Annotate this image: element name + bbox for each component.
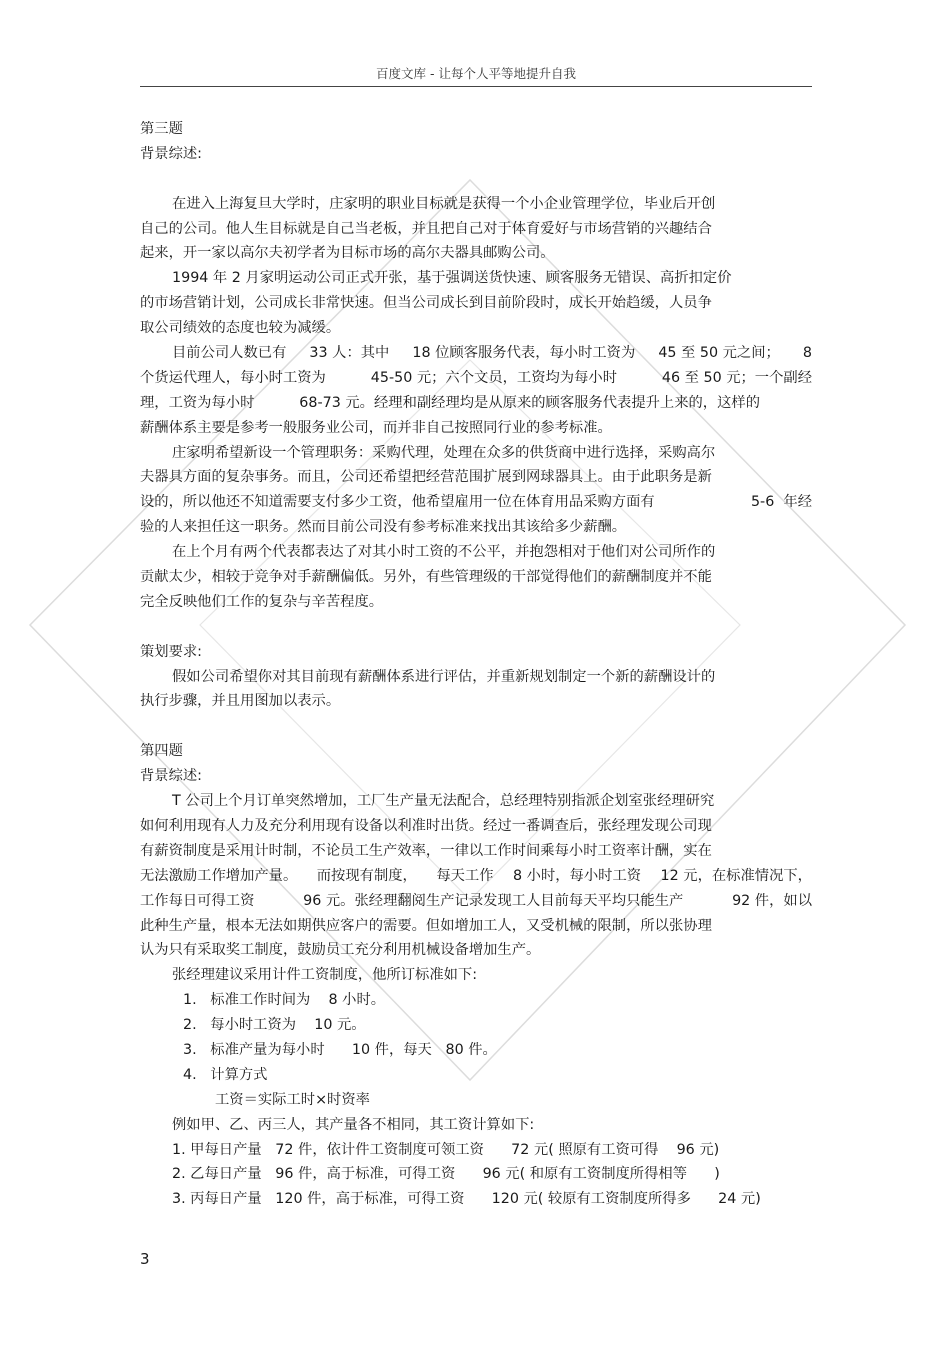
example-line: 3. 丙每日产量 120 件，高于标准，可得工资 120 元( 较原有工资制度所得多 24 元) [172,1191,761,1208]
paragraph-line [140,341,812,366]
paragraph-line: 夫器具方面的复杂事务。而且，公司还希望把经营范围扩展到网球器具上。由于此职务是新 [140,469,712,486]
paragraph-line: 的市场营销计划，公司成长非常快速。但当公司成长到目前阶段时，成长开始趋缓，人员争 [140,295,712,312]
spacer [140,714,812,739]
text-segment: 45-50 元；六个文员，工资均为每小时 [370,369,617,386]
text-segment: 设的，所以他还不知道需要支付多少工资，他希望雇用一位在体育用品采购方面有 [140,494,655,511]
example-line: 1. 甲每日产量 72 件，依计件工资制度可领工资 72 元( 照原有工资可得 96 元) [172,1141,720,1158]
text-segment: 个货运代理人，每小时工资为 [140,369,326,386]
q3-title: 第三题 [140,121,183,137]
list-item: 3. 标准产量为每小时 10 件，每天 80 件。 [183,1041,497,1058]
list-item: 1. 标准工作时间为 8 小时。 [183,992,386,1009]
q4-title: 第四题 [140,743,183,760]
text-segment: 68-73 元。经理和副经理均是从原来的顾客服务代表提升上来的，这样的 [299,394,760,411]
paragraph-line: 有薪资制度是采用计时制，不论员工生产效率，一律以工作时间乘每小时工资率计酬，实在 [140,842,712,859]
text-segment: 每天工作 [436,867,494,884]
paragraph-line: 在上个月有两个代表都表达了对其小时工资的不公平，并抱怨相对于他们对公司所作的 [172,544,716,561]
q4-background-label: 背景综述: [140,768,203,785]
text-segment: 8 [802,345,812,362]
paragraph-line: 庄家明希望新设一个管理职务：采购代理，处理在众多的供货商中进行选择，采购高尔 [172,444,716,461]
paragraph-line: 认为只有采取奖工制度，鼓励员工充分利用机械设备增加生产。 [140,942,541,959]
paragraph-line: 自己的公司。他人生目标就是自己当老板，并且把自己对于体育爱好与市场营销的兴趣结合 [140,220,712,237]
text-segment: 5-6 年经 [750,494,812,511]
list-item: 2. 每小时工资为 10 元。 [183,1017,366,1034]
text-segment: 45 至 50 元之间； [658,345,780,362]
q3-requirement-label: 策划要求: [140,643,203,660]
text-segment: 8 小时，每小时工资 [513,867,642,884]
paragraph-line: 例如甲、乙、丙三人，其产量各不相同，其工资计算如下: [172,1116,535,1133]
text-segment: 无法激励工作增加产量。 [140,867,298,884]
paragraph-line: 执行步骤，并且用图加以表示。 [140,693,341,710]
text-segment: 理，工资为每小时 [140,394,255,411]
paragraph-line [140,366,812,391]
q3-background-label: 背景综述: [140,145,203,162]
paragraph-line: T 公司上个月订单突然增加，工厂生产量无法配合，总经理特别指派企划室张经理研究 [172,793,715,810]
text-segment: 46 至 50 元；一个副经 [661,369,812,386]
list-item: 4. 计算方式 [183,1066,268,1083]
paragraph-line: 此种生产量，根本无法如期供应客户的需要。但如增加工人，又受机械的限制，所以张协理 [140,917,712,934]
paragraph-line: 薪酬体系主要是参考一般服务业公司，而并非自己按照同行业的参考标准。 [140,419,612,436]
text-segment: 33 人：其中 [309,345,390,362]
paragraph-line [140,889,812,914]
page-number: 3 [140,1250,150,1268]
text-segment: 工作每日可得工资 [140,892,255,909]
paragraph-line: 张经理建议采用计件工资制度，他所订标准如下: [172,967,478,984]
paragraph-line: 如何利用现有人力及充分利用现有设备以利准时出货。经过一番调查后，张经理发现公司现 [140,817,712,834]
spacer [140,615,812,640]
text-segment: 96 元。张经理翻阅生产记录发现工人目前每天平均只能生产 [303,892,684,909]
paragraph-line: 起来，开一家以高尔夫初学者为目标市场的高尔夫器具邮购公司。 [140,245,555,262]
document-body [140,117,812,1212]
text-segment: 而按现有制度， [316,867,417,884]
text-segment: 18 位顾客服务代表，每小时工资为 [412,345,636,362]
paragraph-line: 在进入上海复旦大学时，庄家明的职业目标就是获得一个小企业管理学位，毕业后开创 [172,195,716,212]
paragraph-line: 假如公司希望你对其目前现有薪酬体系进行评估，并重新规划制定一个新的薪酬设计的 [172,668,716,685]
header-text: 百度文库 - 让每个人平等地提升自我 [376,66,576,81]
paragraph-line: 验的人来担任这一职务。然而目前公司没有参考标准来找出其该给多少薪酬。 [140,519,627,536]
paragraph-line [140,490,812,515]
paragraph-line: 1994 年 2 月家明运动公司正式开张，基于强调送货快速、顾客服务无错误、高折扣定价 [172,270,732,287]
page-header [140,64,812,87]
paragraph-line: 完全反映他们工作的复杂与辛苦程度。 [140,593,384,610]
text-segment: 12 元，在标准情况下， [660,867,812,884]
paragraph-line [140,391,760,416]
paragraph-line: 贡献太少，相较于竞争对手薪酬偏低。另外，有些管理级的干部觉得他们的薪酬制度并不能 [140,569,712,586]
example-line: 2. 乙每日产量 96 件，高于标准，可得工资 96 元( 和原有工资制度所得相等 ) [172,1166,720,1183]
spacer [140,167,812,192]
text-segment: 92 件，如以 [732,892,812,909]
formula: 工资＝实际工时×时资率 [215,1091,370,1108]
paragraph-line: 取公司绩效的态度也较为减缓。 [140,320,341,337]
paragraph-line [140,864,812,889]
text-segment: 目前公司人数已有 [172,345,287,362]
